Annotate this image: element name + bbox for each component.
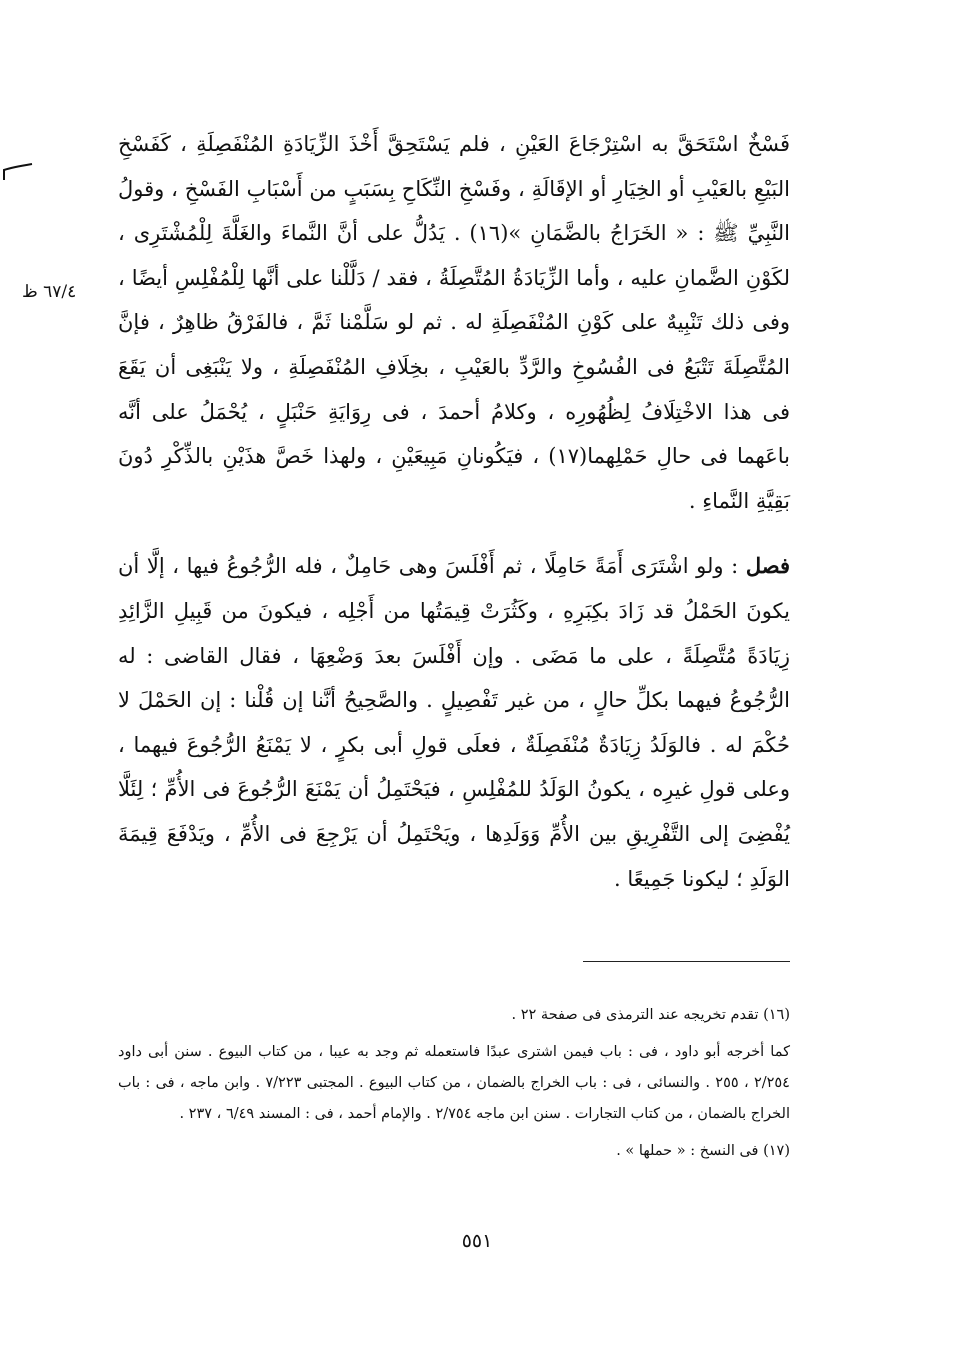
section-paragraph xyxy=(118,544,790,901)
section-body: : ولو اشْتَرَى أَمَةً حَامِلًا ، ثم أَفْلَسَ وهى حَامِلٌ ، فله الرُّجُوعُ فيها ، إلَّا أن يكونَ الحَمْلُ قد زَادَ بكِبَرِهِ ، وكَثُرَتْ قِيمَتُها من أَجْلِه ، فيكونَ من قَبِيلِ الزَّائِدِ زِيَادَةً مُتَّصِلَةً ، على ما مَضَى . وإن أَفْلَسَ بعدَ وَضْعِهَا ، فقال القاضى : له الرُّجُوعُ فيهما بكلِّ حالٍ ، من غير تَفْصِيلٍ . والصَّحِيحُ أنَّنا إن قُلْنا : إن الحَمْلَ لا حُكْمَ له . فالوَلَدُ زِيَادَةٌ مُنْفَصِلَةٌ ، فعلَى قولِ أبى بكرٍ ، لا يَمْنَعُ الرُّجُوعَ فيهما ، وعلى قولِ غيرِه ، يكونُ الوَلَدُ للمُفْلِسِ ، فيَحْتَمِلُ أن يَمْنَعَ الرُّجُوعَ فى الأُمِّ ؛ لِئَلَّا يُفْضِىَ إلى التَّفْرِيقِ بين الأُمِّ وَوَلَدِها ، ويَحْتَمِلُ أن يَرْجِعَ فى الأُمِّ ، ويَدْفَعَ قِيمَةَ الوَلَدِ ؛ ليكونا جَمِيعًا . xyxy=(118,554,790,891)
main-text xyxy=(118,122,790,901)
footnotes xyxy=(118,1000,790,1167)
page-number: ٥٥١ xyxy=(461,1230,493,1252)
manuscript-folio-note: ٦٧/٤ ظ xyxy=(22,282,77,302)
footnote-16-continued: كما أخرجه أبو داود ، فى : باب فيمن اشترى عبدًا فاستعمله ثم وجد به عيبا ، من كتاب البيوع . سنن أبى داود ٢/٢٥٤ ، ٢٥٥ . والنسائى ، فى : باب الخراج بالضمان ، من كتاب البيوع . المجتبى ٧/٢٢٣ . وابن ماجه ، فى : باب الخراج بالضمان ، من كتاب التجارات . سنن ابن ماجه ٢/٧٥٤ . والإمام أحمد ، فى : المسند ٦/٤٩ ، ٢٣٧ . xyxy=(118,1044,790,1122)
margin-bracket-mark xyxy=(0,160,34,182)
footnote-16: (١٦) تقدم تخريجه عند الترمذى فى صفحة ٢٢ . xyxy=(511,1007,790,1023)
section-heading: فصل xyxy=(745,553,790,579)
footnote-separator xyxy=(583,961,790,962)
footnote-17: (١٧) فى النسخ : « حملها » . xyxy=(616,1143,790,1159)
body-paragraph: فَسْخٌ اسْتَحَقَّ به اسْتِرْجَاعَ العَيْنِ ، فلم يَسْتَحِقَّ أَخْذَ الزِّيَادَةِ المُنْفَصِلَةِ ، كَفَسْخِ البَيْعِ بالعَيْبِ أو الخِيَارِ أو الإقَالَةِ ، وفَسْخِ النِّكَاحِ بِسَبَبٍ من أَسْبَابِ الفَسْخِ ، وقولُ النَّبِيِّ ﷺ : « الخَرَاجُ بالضَّمَانِ »(١٦) . يَدُلُّ على أنَّ النَّماءَ والغَلَّةَ لِلْمُشْتَرِى ، لكَوْنِ الضَّمانِ عليه ، وأما الزِّيَادَةُ المُتَّصِلَةُ ، فقد / دَلَّلْنا على أنَّها لِلْمُفْلِسِ أيضًا ، وفى ذلك تَنْبِيهٌ على كَوْنِ المُنْفَصِلَةِ له . ثم لو سَلَّمْنا ثَمَّ ، فالفَرْقُ ظاهِرٌ ، فإنَّ المُتَّصِلَةَ تَتْبَعُ فى الفُسُوخِ والرَّدِّ بالعَيْبِ ، بخِلَافِ المُنْفَصِلَةِ ، ولا يَنْبَغِى أن يَقَعَ فى هذا الاخْتِلَافُ لِظُهُورِه ، وكلامُ أحمدَ ، فى رِوَايَةِ حَنْبَلٍ ، يُحْمَلُ على أنَّه باعَهما فى حالِ حَمْلِهما(١٧) ، فيَكُونانِ مَبِيعَيْنِ ، ولهذا خَصَّ هذَيْنِ بالذِّكْرِ دُونَ بَقِيَّةِ النَّماءِ . xyxy=(118,132,791,513)
